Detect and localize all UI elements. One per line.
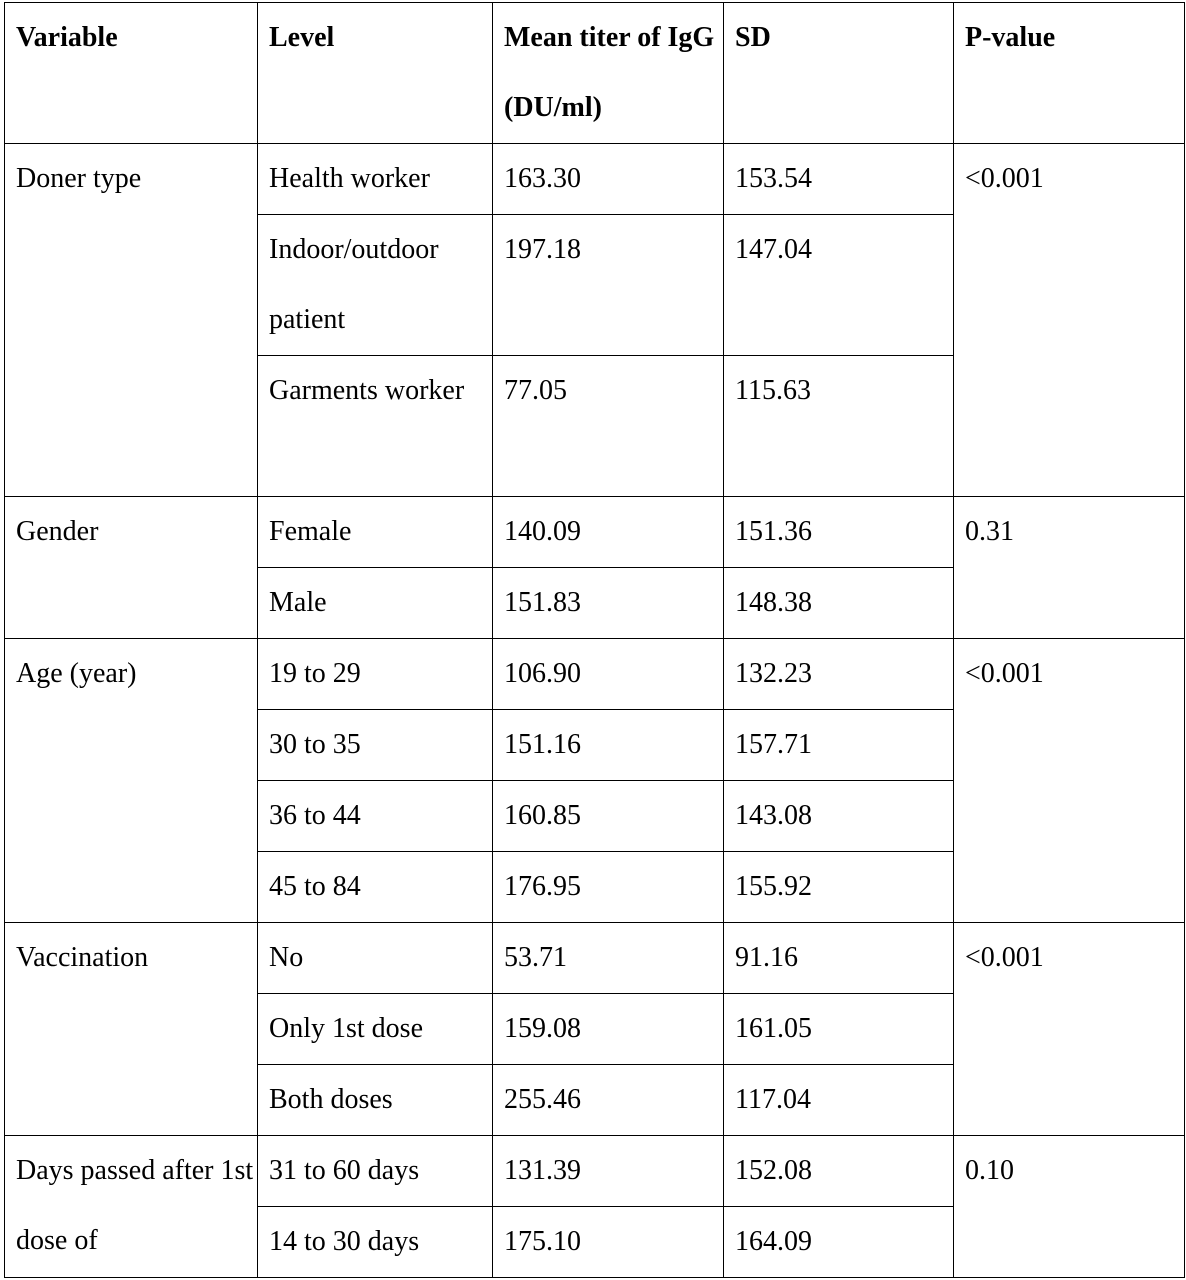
sd-cell: 155.92 bbox=[724, 852, 954, 923]
variable-cell: Vaccination bbox=[5, 923, 258, 1136]
igg-titer-table-container bbox=[4, 2, 1184, 1278]
p-value-cell: <0.001 bbox=[954, 923, 1185, 1136]
table-row bbox=[5, 144, 1185, 215]
sd-cell: 115.63 bbox=[724, 356, 954, 497]
mean-cell: 255.46 bbox=[493, 1065, 724, 1136]
variable-cell: Doner type bbox=[5, 144, 258, 497]
level-cell: No bbox=[258, 923, 493, 994]
p-value-cell: <0.001 bbox=[954, 639, 1185, 923]
variable-cell: Days passed after 1st dose of bbox=[5, 1136, 258, 1278]
mean-cell: 131.39 bbox=[493, 1136, 724, 1207]
level-cell: Male bbox=[258, 568, 493, 639]
table-row bbox=[5, 639, 1185, 710]
mean-cell: 163.30 bbox=[493, 144, 724, 215]
level-cell: 36 to 44 bbox=[258, 781, 493, 852]
level-cell: 45 to 84 bbox=[258, 852, 493, 923]
sd-cell: 152.08 bbox=[724, 1136, 954, 1207]
level-cell: Garments worker bbox=[258, 356, 493, 497]
sd-cell: 153.54 bbox=[724, 144, 954, 215]
level-cell: Only 1st dose bbox=[258, 994, 493, 1065]
sd-cell: 157.71 bbox=[724, 710, 954, 781]
level-cell: 19 to 29 bbox=[258, 639, 493, 710]
level-cell: Female bbox=[258, 497, 493, 568]
p-value-cell: 0.31 bbox=[954, 497, 1185, 639]
p-value-cell: <0.001 bbox=[954, 144, 1185, 497]
level-cell: 30 to 35 bbox=[258, 710, 493, 781]
mean-cell: 175.10 bbox=[493, 1207, 724, 1278]
table-row bbox=[5, 923, 1185, 994]
mean-cell: 77.05 bbox=[493, 356, 724, 497]
table-row bbox=[5, 1136, 1185, 1207]
level-cell: Both doses bbox=[258, 1065, 493, 1136]
mean-cell: 151.83 bbox=[493, 568, 724, 639]
mean-cell: 106.90 bbox=[493, 639, 724, 710]
sd-cell: 143.08 bbox=[724, 781, 954, 852]
sd-cell: 164.09 bbox=[724, 1207, 954, 1278]
table-row bbox=[5, 497, 1185, 568]
sd-cell: 151.36 bbox=[724, 497, 954, 568]
sd-cell: 161.05 bbox=[724, 994, 954, 1065]
variable-cell: Age (year) bbox=[5, 639, 258, 923]
header-level: Level bbox=[258, 3, 493, 144]
p-value-cell: 0.10 bbox=[954, 1136, 1185, 1278]
igg-titer-table bbox=[4, 2, 1185, 1278]
header-row bbox=[5, 3, 1185, 144]
level-cell: 31 to 60 days bbox=[258, 1136, 493, 1207]
sd-cell: 147.04 bbox=[724, 215, 954, 356]
header-variable: Variable bbox=[5, 3, 258, 144]
mean-cell: 160.85 bbox=[493, 781, 724, 852]
sd-cell: 91.16 bbox=[724, 923, 954, 994]
header-sd: SD bbox=[724, 3, 954, 144]
header-mean-titer: Mean titer of IgG (DU/ml) bbox=[493, 3, 724, 144]
level-cell: Health worker bbox=[258, 144, 493, 215]
sd-cell: 132.23 bbox=[724, 639, 954, 710]
variable-cell: Gender bbox=[5, 497, 258, 639]
sd-cell: 117.04 bbox=[724, 1065, 954, 1136]
mean-cell: 53.71 bbox=[493, 923, 724, 994]
header-p-value: P-value bbox=[954, 3, 1185, 144]
sd-cell: 148.38 bbox=[724, 568, 954, 639]
mean-cell: 140.09 bbox=[493, 497, 724, 568]
mean-cell: 151.16 bbox=[493, 710, 724, 781]
level-cell: 14 to 30 days bbox=[258, 1207, 493, 1278]
mean-cell: 159.08 bbox=[493, 994, 724, 1065]
level-cell: Indoor/outdoor patient bbox=[258, 215, 493, 356]
mean-cell: 197.18 bbox=[493, 215, 724, 356]
mean-cell: 176.95 bbox=[493, 852, 724, 923]
